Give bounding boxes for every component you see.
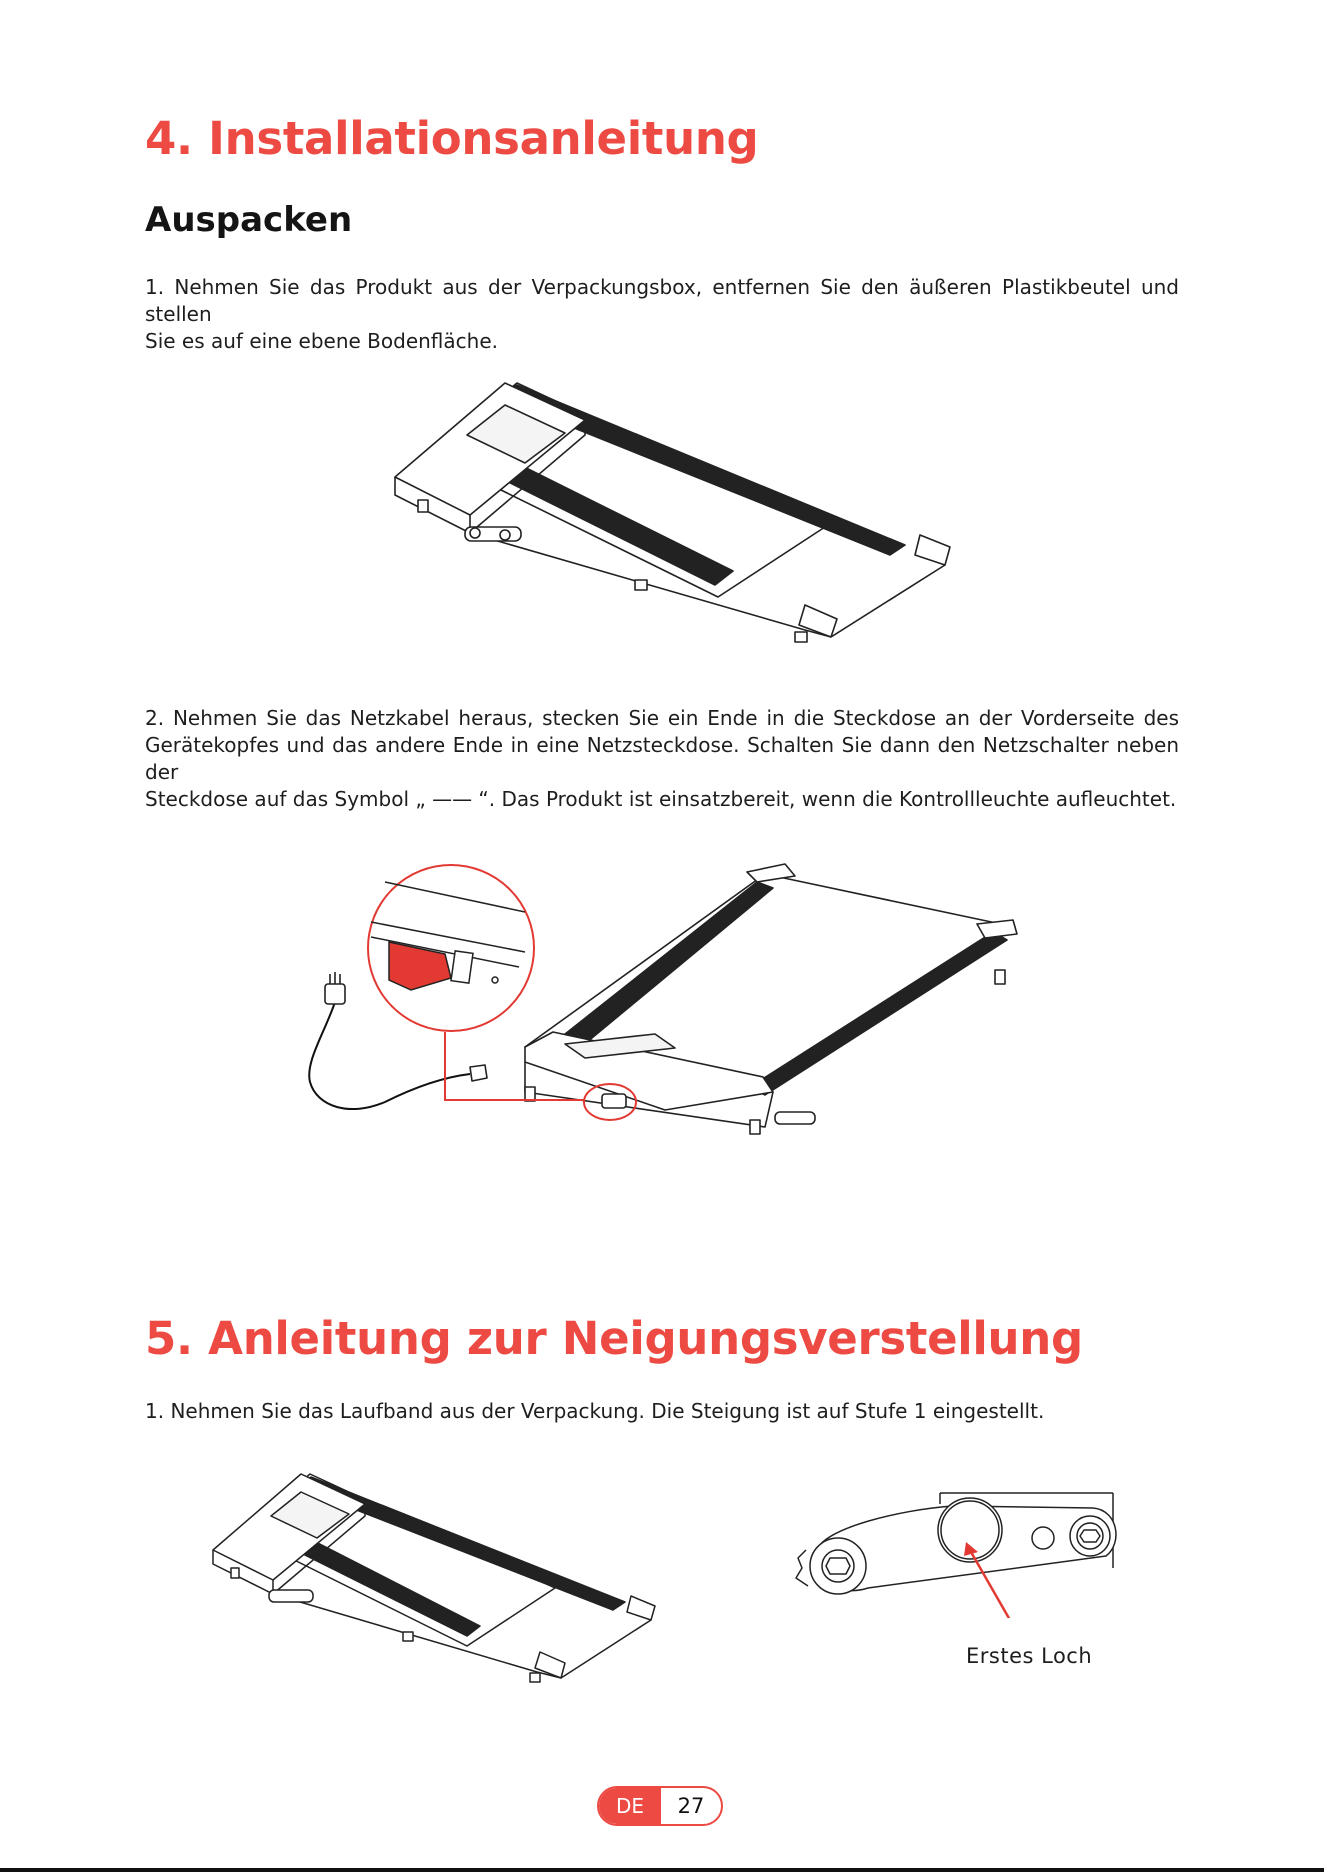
step-2-line-2: Gerätekopfes und das andere Ende in eine Netzsteckdose. Schalten Sie dann den Netzschalter neben der	[145, 733, 1179, 784]
incline-step-1-text: 1. Nehmen Sie das Laufband aus der Verpackung. Die Steigung ist auf Stufe 1 eingestellt.	[145, 1399, 1045, 1423]
bracket-caption: Erstes Loch	[966, 1644, 1093, 1668]
subsection-title-unpacking: Auspacken	[145, 200, 353, 240]
incline-bracket-illustration	[788, 1488, 1128, 1618]
step-1-line-1: 1. Nehmen Sie das Produkt aus der Verpackungsbox, entfernen Sie den äußeren Plastikbeutel und stellen	[145, 275, 1179, 326]
step-2-line-3: Steckdose auf das Symbol „ —— “. Das Produkt ist einsatzbereit, wenn die Kontrollleuchte aufleuchtet.	[145, 787, 1177, 811]
section-title-incline: 5. Anleitung zur Neigungsverstellung	[145, 1312, 1083, 1365]
power-connection-illustration	[295, 862, 1035, 1172]
step-1-line-2: Sie es auf eine ebene Bodenfläche.	[145, 329, 498, 353]
step-2-line-1: 2. Nehmen Sie das Netzkabel heraus, stecken Sie ein Ende in die Steckdose an der Vorderseite des	[145, 706, 1179, 730]
treadmill-illustration-1	[385, 375, 960, 655]
page-number: 27	[677, 1794, 705, 1818]
step-2-text	[145, 705, 1179, 813]
section-title-installation: 4. Installationsanleitung	[145, 112, 759, 165]
page-badge	[597, 1786, 723, 1826]
language-label: DE	[599, 1788, 661, 1824]
step-1-text	[145, 274, 1179, 355]
treadmill-illustration-2	[205, 1468, 660, 1693]
bottom-border	[0, 1868, 1324, 1872]
